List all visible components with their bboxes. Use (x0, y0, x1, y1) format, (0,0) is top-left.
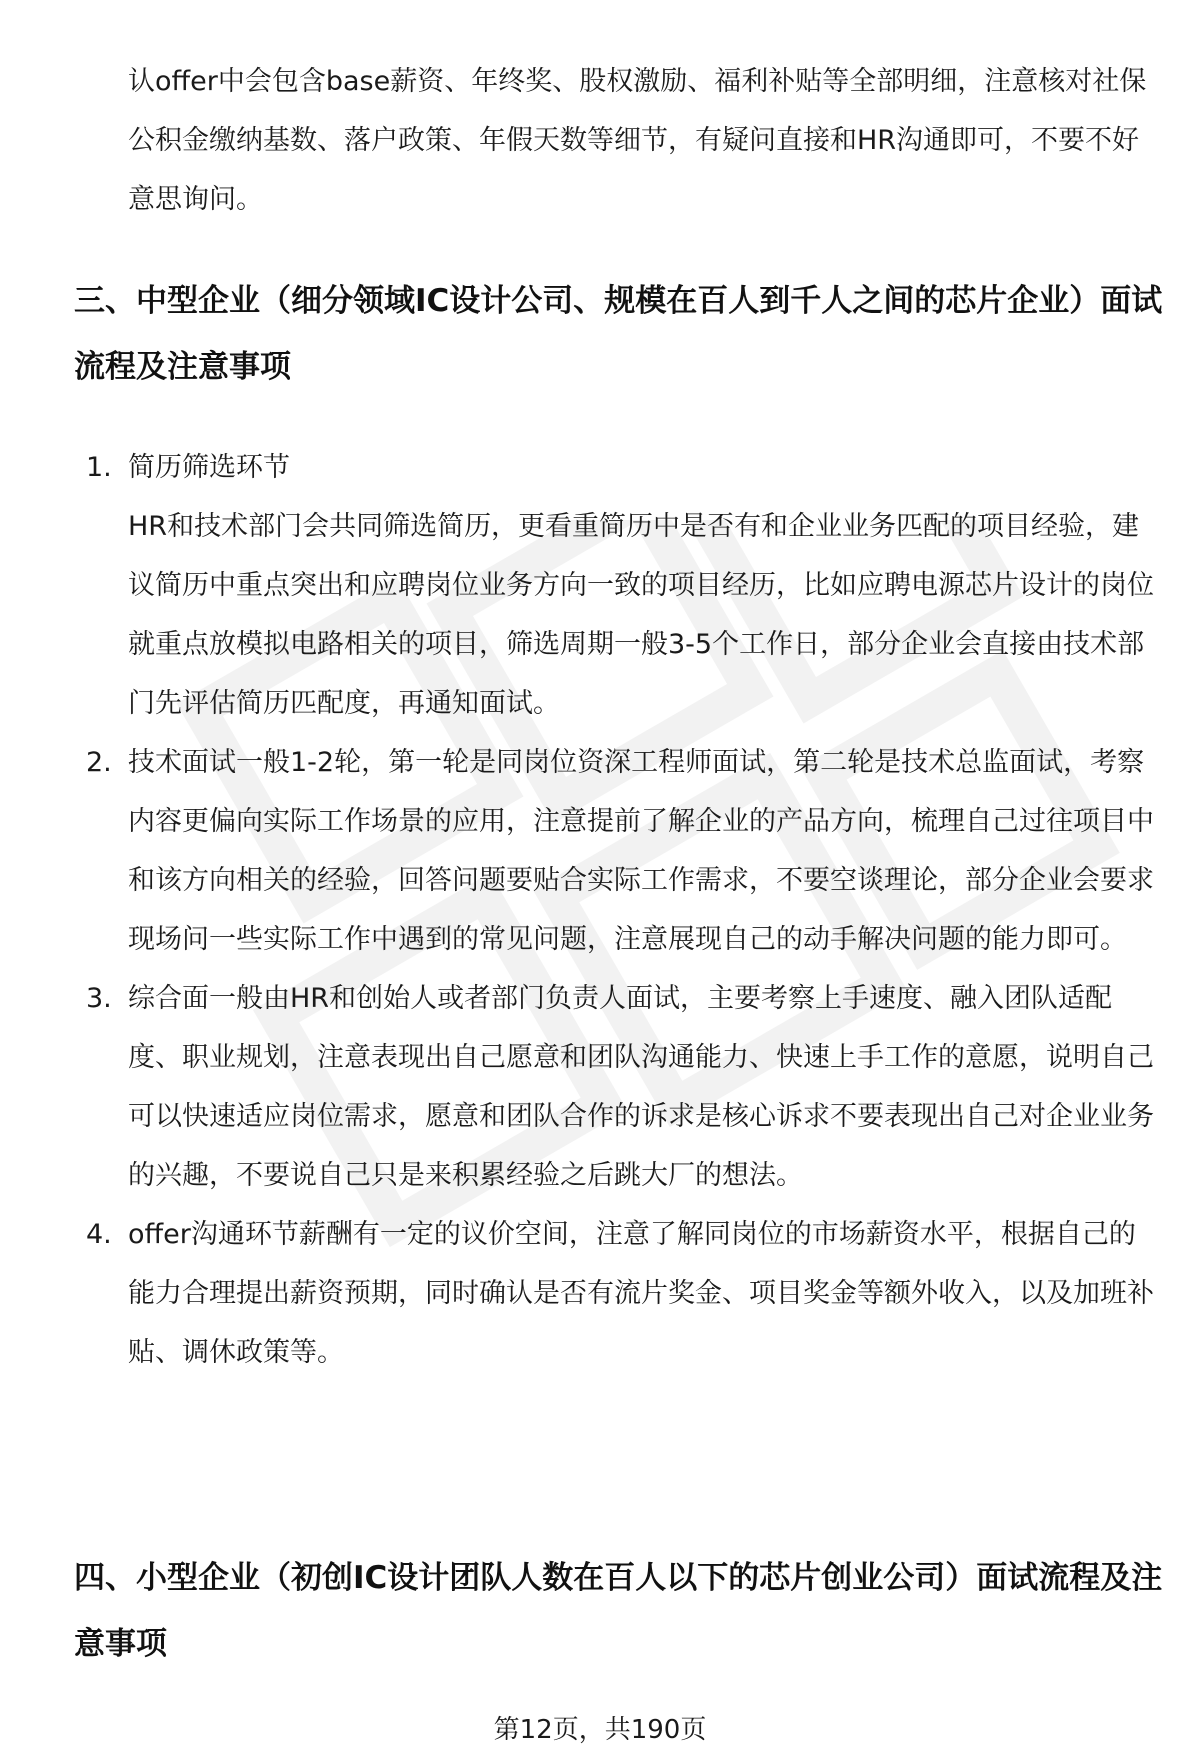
list-item-number: 1. (86, 452, 112, 483)
list-item-text: offer沟通环节薪酬有一定的议价空间，注意了解同岗位的市场薪资水平，根据自己的能力合理提出薪资预期，同时确认是否有流片奖金、项目奖金等额外收入，以及加班补贴、调休政策等。 (128, 1219, 1154, 1368)
list-item-title: 简历筛选环节 (128, 452, 290, 483)
list-item-number: 3. (86, 983, 112, 1014)
list-item-number: 2. (86, 747, 112, 778)
section-4-heading: 四、小型企业（初创IC设计团队人数在百人以下的芯片创业公司）面试流程及注意事项 (74, 1560, 1163, 1662)
list-item-text: 技术面试一般1-2轮，第一轮是同岗位资深工程师面试，第二轮是技术总监面试，考察内容更偏向实际工作场景的应用，注意提前了解企业的产品方向，梳理自己过往项目中和该方向相关的经验，回答问题要贴合实际工作需求，不要空谈理论，部分企业会要求现场问一些实际工作中遇到的常见问题，注意展现自己的动手解决问题的能力即可。 (128, 747, 1154, 955)
section-3-list (0, 438, 1200, 1382)
list-item-text: HR和技术部门会共同筛选简历，更看重简历中是否有和企业业务匹配的项目经验，建议简历中重点突出和应聘岗位业务方向一致的项目经历，比如应聘电源芯片设计的岗位就重点放模拟电路相关的项目，筛选周期一般3-5个工作日，部分企业会直接由技术部门先评估简历匹配度，再通知面试。 (128, 511, 1154, 719)
list-item-text: 综合面一般由HR和创始人或者部门负责人面试，主要考察上手速度、融入团队适配度、职业规划，注意表现出自己愿意和团队沟通能力、快速上手工作的意愿，说明自己可以快速适应岗位需求，愿意和团队合作的诉求是核心诉求不要表现出自己对企业业务的兴趣，不要说自己只是来积累经验之后跳大厂的想法。 (128, 983, 1154, 1191)
list-item (0, 438, 1200, 733)
page-number-footer: 第12页，共190页 (493, 1715, 707, 1745)
list-item (0, 733, 1200, 969)
continued-paragraph: 认offer中会包含base薪资、年终奖、股权激励、福利补贴等全部明细，注意核对社保公积金缴纳基数、落户政策、年假天数等细节，有疑问直接和HR沟通即可，不要不好意思询问。 (128, 66, 1147, 215)
list-item-number: 4. (86, 1219, 112, 1250)
section-3-heading: 三、中型企业（细分领域IC设计公司、规模在百人到千人之间的芯片企业）面试流程及注意事项 (74, 283, 1163, 385)
list-item (0, 1205, 1200, 1382)
list-item (0, 969, 1200, 1205)
